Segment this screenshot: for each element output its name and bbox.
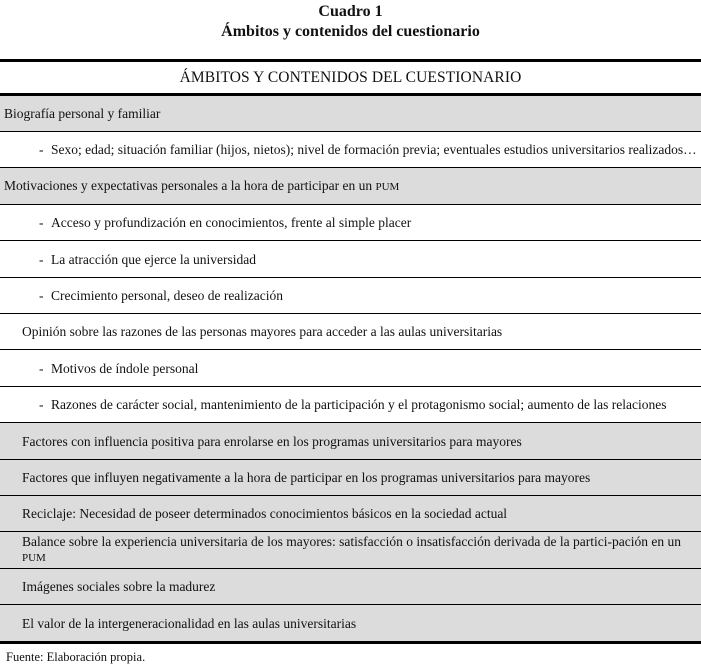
source-note: Fuente: Elaboración propia. xyxy=(6,650,146,664)
row-text-wrap xyxy=(0,288,285,303)
table-row xyxy=(0,350,701,387)
table-row xyxy=(0,241,701,278)
row-text: Razones de carácter social, mantenimiento de la participación y el protagonismo social; aumento de las relaciones xyxy=(51,397,667,412)
row-text-wrap xyxy=(0,215,413,230)
table-row xyxy=(0,314,701,350)
bullet-dash: - xyxy=(39,215,44,230)
row-text: Motivos de índole personal xyxy=(51,360,199,376)
table-row xyxy=(0,132,701,168)
table-row xyxy=(0,605,701,641)
row-text: Sexo; edad; situación familiar (hijos, nietos); nivel de formación previa; eventuales estudios universitarios realizados… xyxy=(51,142,697,157)
table-row xyxy=(0,387,701,423)
abbreviation: PUM xyxy=(22,552,46,564)
bullet-dash: - xyxy=(39,251,44,267)
row-text: Imágenes sociales sobre la madurez xyxy=(22,579,216,594)
row-text: Motivaciones y expectativas personales a la hora de participar en un xyxy=(4,177,373,193)
table-row xyxy=(0,96,701,132)
bullet-dash: - xyxy=(39,142,44,157)
row-text: Factores que influyen negativamente a la hora de participar en los programas universitarios para mayores xyxy=(22,470,591,485)
table-row xyxy=(0,423,701,460)
table-row xyxy=(0,496,701,532)
row-text: Biografía personal y familiar xyxy=(4,106,161,121)
table-number: Cuadro 1 xyxy=(318,3,383,20)
row-text-wrap xyxy=(0,142,699,157)
table-title: Ámbitos y contenidos del cuestionario xyxy=(221,23,480,40)
questionnaire-table xyxy=(0,59,701,644)
row-text: Opinión sobre las razones de las personas mayores para acceder a las aulas universitarias xyxy=(22,324,503,339)
table-row xyxy=(0,205,701,241)
row-text: Balance sobre la experiencia universitaria de los mayores: satisfacción o insatisfacción derivada de la partici-pación en un xyxy=(22,534,681,549)
row-text: Reciclaje: Necesidad de poseer determinados conocimientos básicos en la sociedad actual xyxy=(22,506,508,521)
table-row xyxy=(0,460,701,496)
row-text-wrap xyxy=(0,252,258,267)
row-text-wrap xyxy=(0,361,200,376)
row-text-wrap xyxy=(0,178,403,195)
row-text: Crecimiento personal, deseo de realización xyxy=(51,288,284,303)
row-text-wrap xyxy=(0,397,669,412)
table-row xyxy=(0,168,701,205)
bullet-dash: - xyxy=(39,397,44,412)
row-text: Factores con influencia positiva para enrolarse en los programas universitarios para mayores xyxy=(22,433,522,449)
table-row xyxy=(0,569,701,605)
row-text: Acceso y profundización en conocimientos, frente al simple placer xyxy=(51,215,412,230)
bullet-dash: - xyxy=(39,288,44,303)
row-text: El valor de la intergeneracionalidad en las aulas universitarias xyxy=(22,615,357,631)
table-header: ÁMBITOS Y CONTENIDOS DEL CUESTIONARIO xyxy=(0,62,701,96)
row-text: La atracción que ejerce la universidad xyxy=(51,251,257,267)
abbreviation: PUM xyxy=(375,180,400,193)
table-row xyxy=(0,532,701,569)
bullet-dash: - xyxy=(39,360,44,376)
table-row xyxy=(0,278,701,314)
row-text-wrap xyxy=(0,534,701,566)
